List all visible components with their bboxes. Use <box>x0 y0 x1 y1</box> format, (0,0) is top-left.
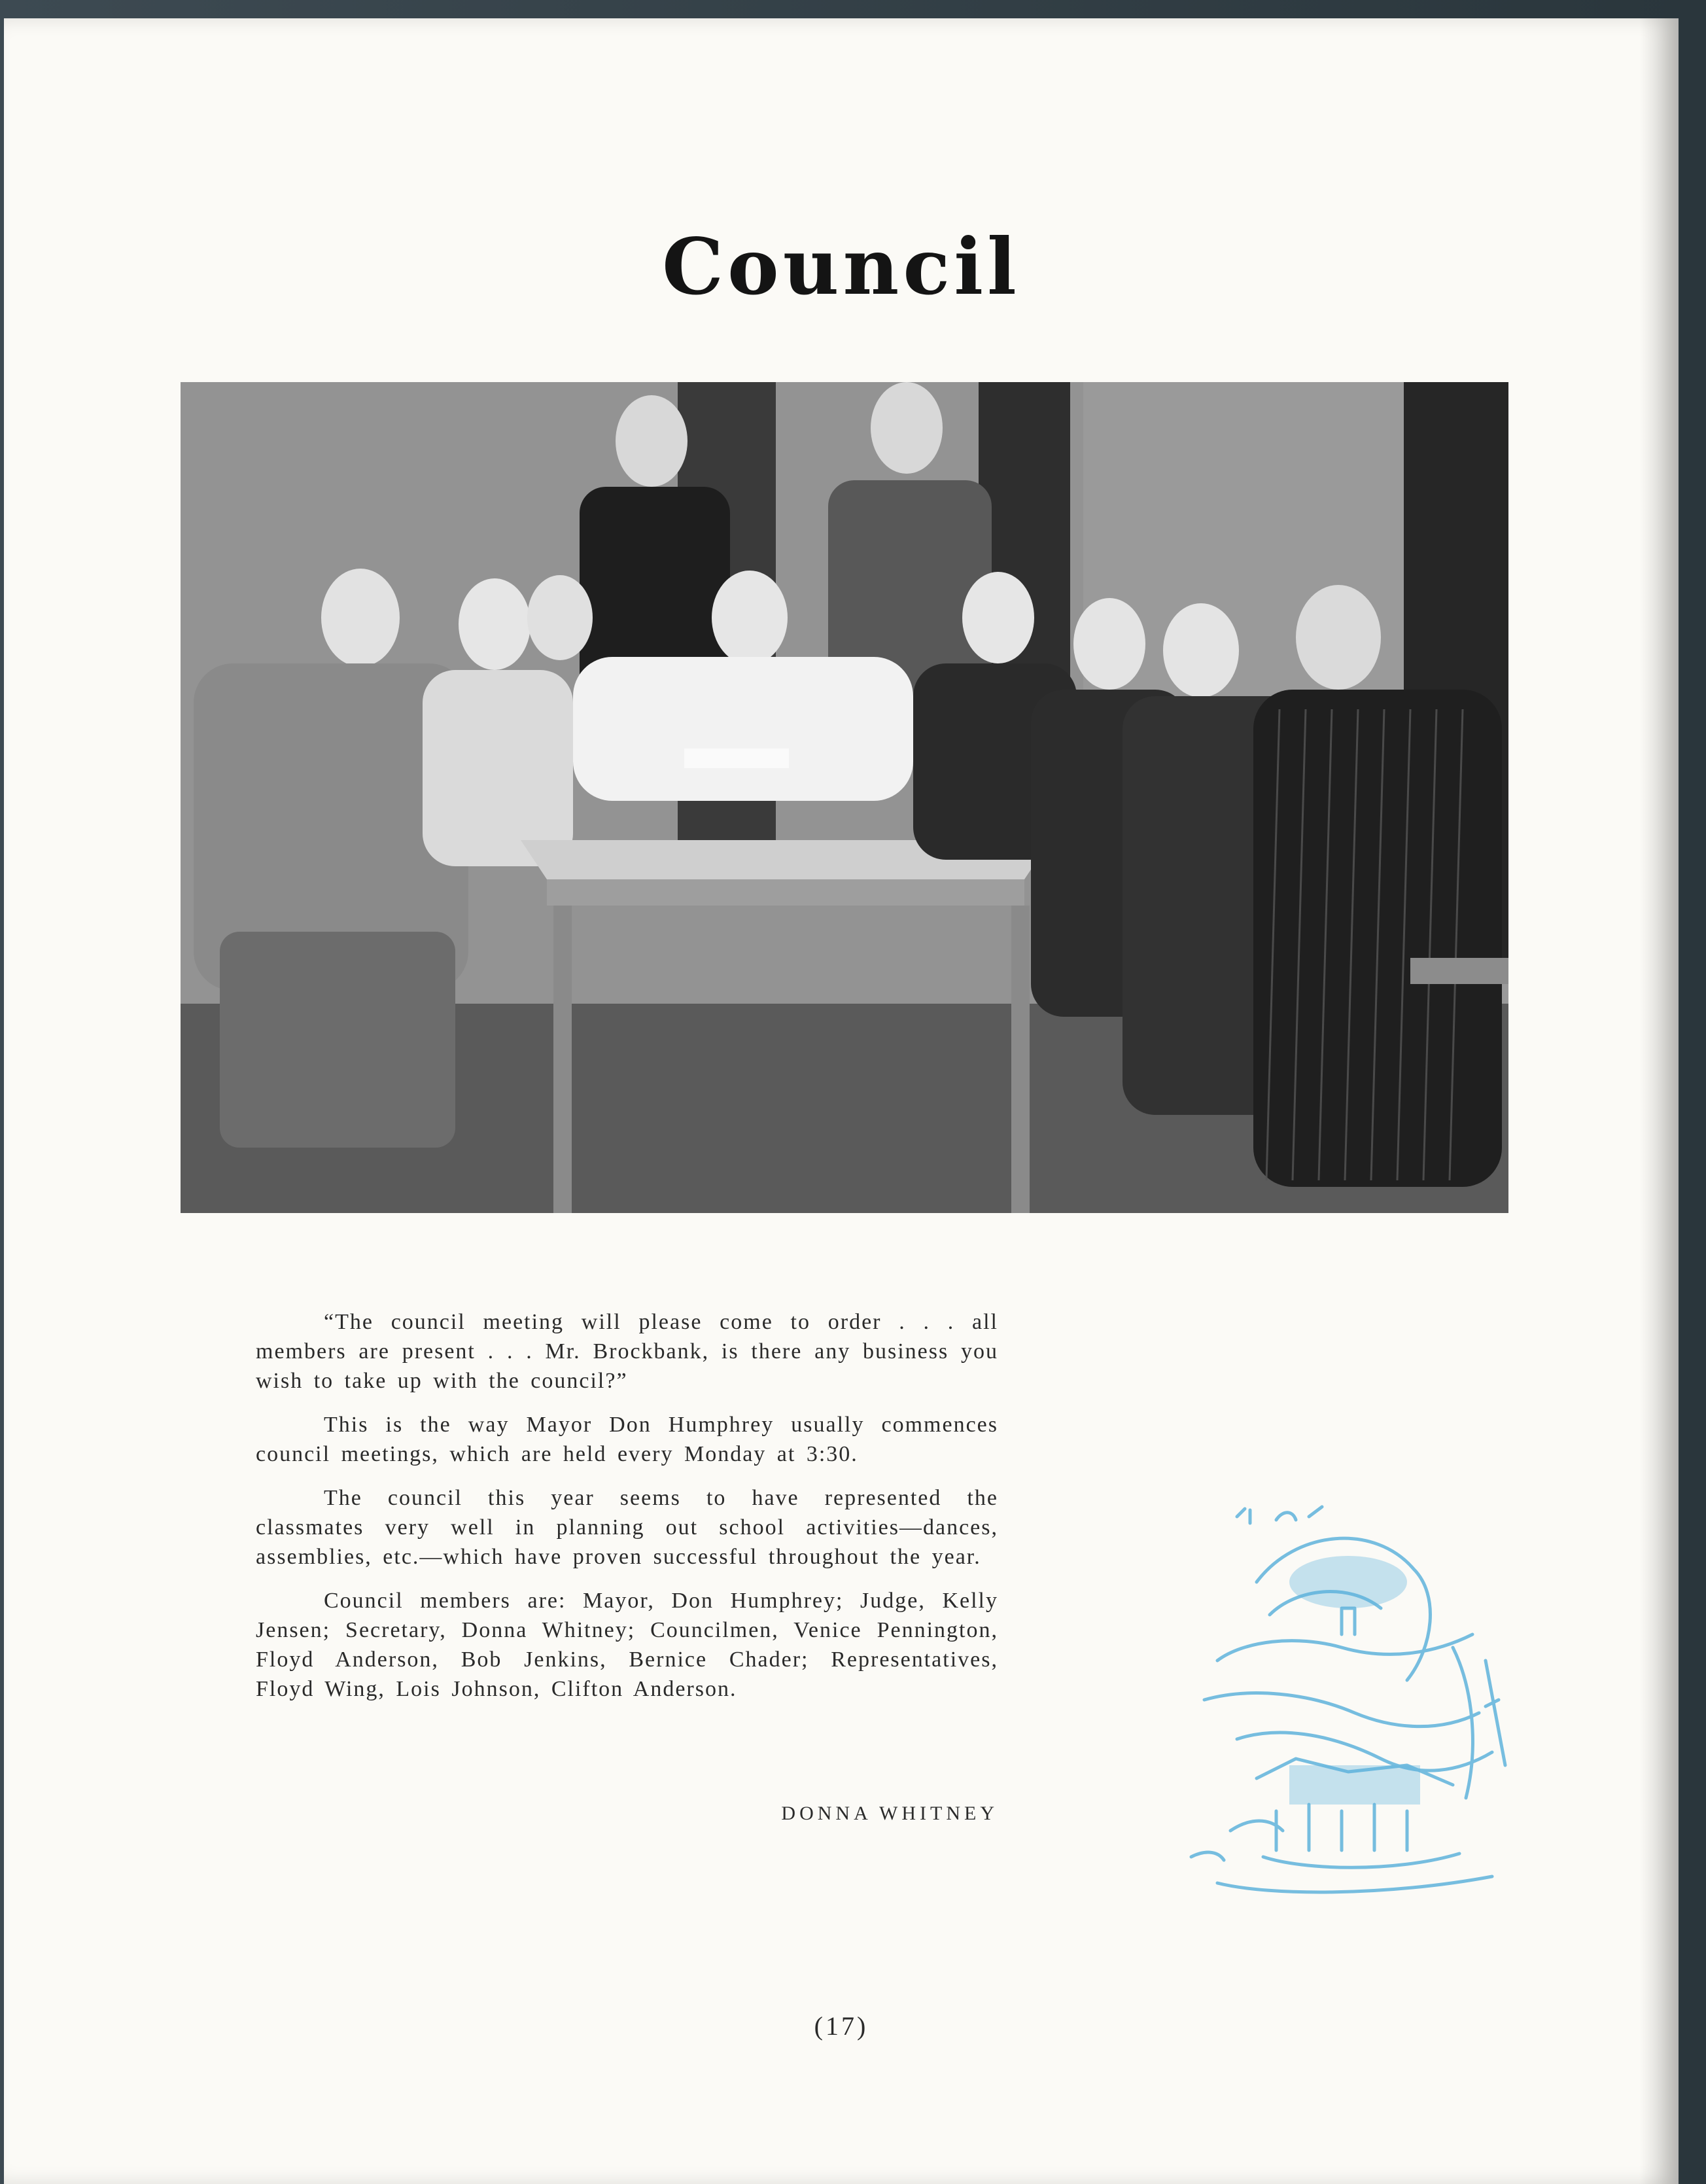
article-text <box>256 1307 998 1718</box>
page-title: Council <box>662 221 1020 312</box>
page-number: (17) <box>814 2011 869 2041</box>
author-signature: DONNA WHITNEY <box>781 1803 998 1824</box>
yearbook-page <box>4 18 1679 2184</box>
council-group-photo <box>181 382 1508 1213</box>
page-binding-shadow <box>1639 18 1679 2184</box>
article-paragraph: This is the way Mayor Don Humphrey usually commences council meetings, which are held every Monday at 3:30. <box>256 1413 998 1466</box>
ship-drawing-icon <box>1178 1504 1544 1909</box>
article-paragraph: “The council meeting will please come to order . . . all members are present . . . Mr. Brockbank, is there any business you wish to take up with the council?” <box>256 1310 998 1393</box>
article-paragraph: Council members are: Mayor, Don Humphrey; Judge, Kelly Jensen; Secretary, Donna Whitney; Councilmen, Venice Pennington, Floyd Anderson, Bob Jenkins, Bernice Chader; Representatives, Floyd Wing, Lois Johnson, Clifton Anderson. <box>256 1589 998 1701</box>
article-paragraph: The council this year seems to have represented the classmates very well in planning out school activities—dances, assemblies, etc.—which have proven successful throughout the year. <box>256 1486 998 1569</box>
